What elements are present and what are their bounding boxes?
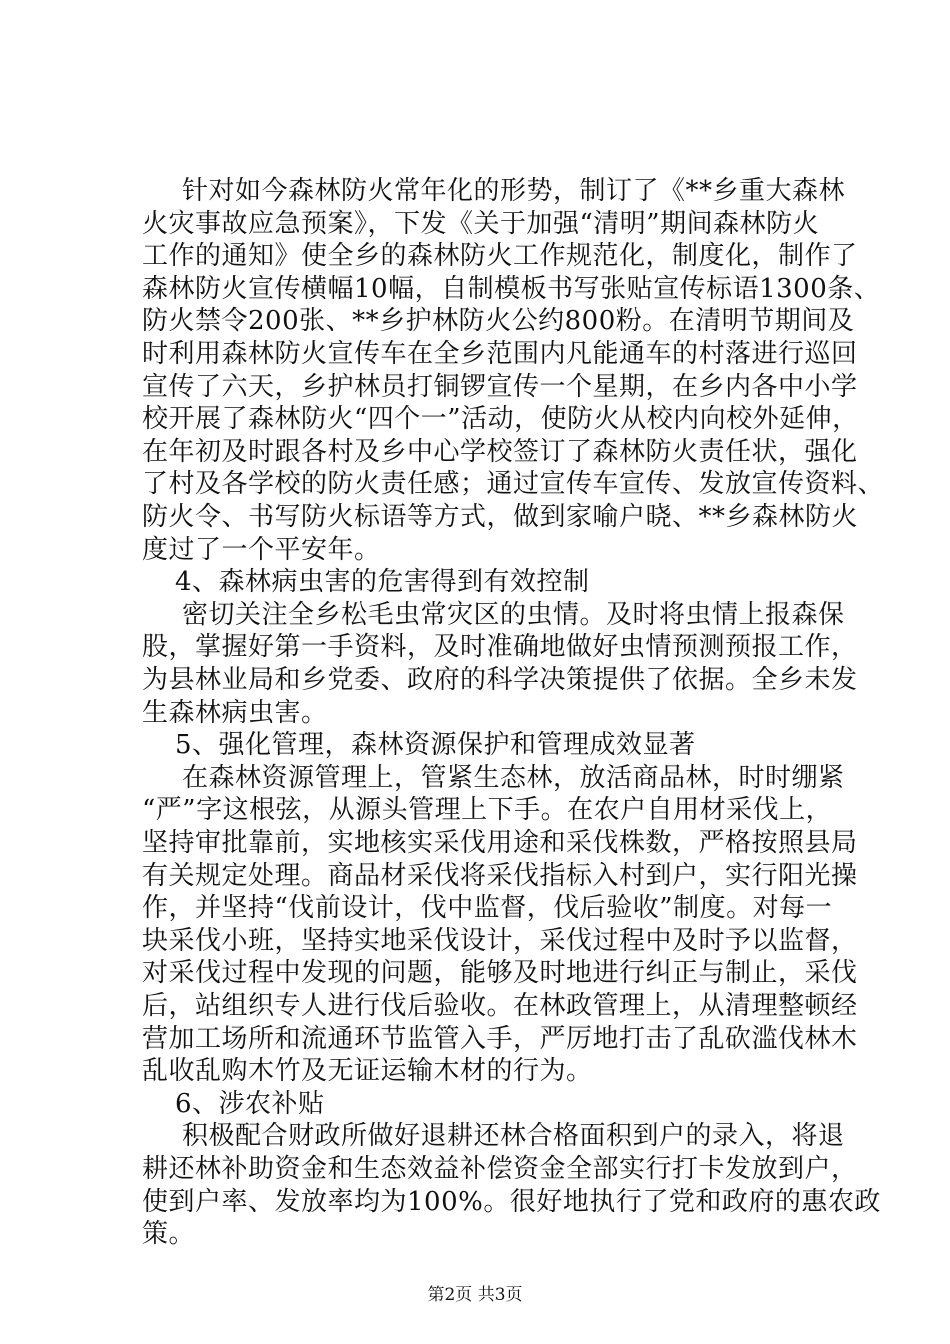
paragraph-line: 耕还林补助资金和生态效益补偿资金全部实行打卡发放到户， [142, 1154, 858, 1184]
paragraph-line: 坚持审批靠前，实地核实采伐用途和采伐株数，严格按照县局 [142, 828, 858, 858]
paragraph-line: 防火令、书写防火标语等方式，做到家喻户晓、**乡森林防火 [142, 502, 859, 532]
paragraph-line: 时利用森林防火宣传车在全乡范围内凡能通车的村落进行巡回 [142, 339, 858, 369]
paragraph-line: 在森林资源管理上，管紧生态林，放活商品林，时时绷紧 [182, 762, 845, 793]
paragraph-line: 后，站组织专人进行伐后验收。在林政管理上，从清理整顿经 [142, 991, 858, 1021]
paragraph-line: 积极配合财政所做好退耕还林合格面积到户的录入，将退 [182, 1121, 845, 1152]
paragraph-line: 校开展了森林防火“四个一”活动，使防火从校内向校外延伸， [142, 404, 859, 435]
page-footer: 第2页 共3页 [427, 1285, 523, 1305]
paragraph-line: 火灾事故应急预案》，下发《关于加强“清明”期间森林防火 [142, 208, 820, 239]
paragraph-line: 股，掌握好第一手资料，及时准确地做好虫情预测预报工作， [142, 632, 858, 663]
section-heading: 4、森林病虫害的危害得到有效控制 [175, 567, 590, 598]
paragraph-line: 乱收乱购木竹及无证运输木材的行为。 [142, 1056, 593, 1087]
paragraph-line: 营加工场所和流通环节监管入手，严厉地打击了乱砍滥伐林木 [142, 1023, 858, 1054]
paragraph-line: 块采伐小班，坚持实地采伐设计，采伐过程中及时予以监督， [142, 925, 858, 956]
section-heading: 5、强化管理，森林资源保护和管理成效显著 [175, 730, 696, 761]
paragraph-line: 有关规定处理。商品材采伐将采伐指标入村到户，实行阳光操 [142, 860, 858, 891]
paragraph-line: 策。 [142, 1219, 196, 1250]
paragraph-line: 对采伐过程中发现的问题，能够及时地进行纠正与制止，采伐 [142, 958, 858, 989]
paragraph-line: 森林防火宣传横幅10幅，自制模板书写张贴宣传标语1300条、 [142, 273, 881, 304]
paragraph-line: 宣传了六天，乡护林员打铜锣宣传一个星期，在乡内各中小学 [142, 371, 858, 402]
paragraph-line: 为县林业局和乡党委、政府的科学决策提供了依据。全乡未发 [142, 665, 858, 695]
paragraph-line: 工作的通知》使全乡的森林防火工作规范化，制度化，制作了 [142, 241, 858, 272]
paragraph-line: 作，并坚持“伐前设计，伐中监督，伐后验收”制度。对每一 [142, 893, 833, 924]
paragraph-line: 针对如今森林防火常年化的形势，制订了《**乡重大森林 [182, 176, 846, 206]
paragraph-line: 使到户率、发放率均为100%。很好地执行了党和政府的惠农政 [142, 1186, 881, 1217]
paragraph-line: 了村及各学校的防火责任感；通过宣传车宣传、发放宣传资料、 [142, 469, 885, 500]
section-heading: 6、涉农补贴 [175, 1088, 325, 1119]
paragraph-line: 防火禁令200张、**乡护林防火公约800粉。在清明节期间及 [142, 306, 855, 337]
paragraph-line: 在年初及时跟各村及乡中心学校签订了森林防火责任状，强化 [142, 436, 858, 467]
paragraph-line: 生森林病虫害。 [142, 697, 328, 728]
paragraph-line: 密切关注全乡松毛虫常灾区的虫情。及时将虫情上报森保 [182, 599, 845, 630]
paragraph-line: “严”字这根弦，从源头管理上下手。在农户自用材采伐上， [142, 795, 833, 826]
paragraph-line: 度过了一个平安年。 [142, 534, 381, 565]
